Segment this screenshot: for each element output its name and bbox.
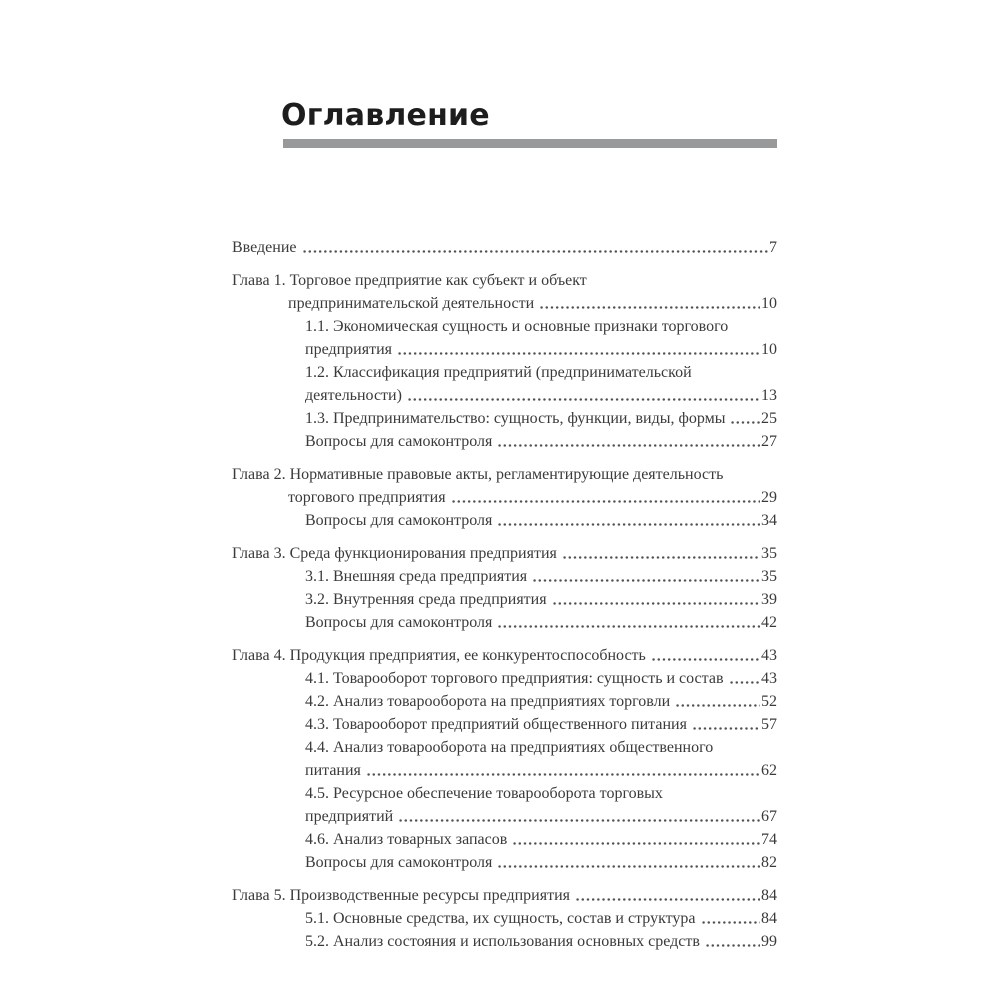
toc-leader-dots — [497, 611, 760, 634]
toc-entry — [232, 407, 777, 430]
toc-entry-line — [232, 713, 777, 736]
toc-page-number: 62 — [761, 762, 777, 779]
toc-entry-line — [232, 759, 777, 782]
toc-page-number: 82 — [761, 854, 777, 871]
toc-entry-line — [232, 338, 777, 361]
toc-page-number: 10 — [761, 341, 777, 358]
toc-entry — [232, 588, 777, 611]
toc-page-number: 34 — [761, 512, 777, 529]
toc-page-number: 13 — [761, 387, 777, 404]
toc-entry-text: предприятия — [305, 341, 392, 358]
toc-entry-line — [232, 667, 777, 690]
toc-page-number: 99 — [761, 933, 777, 950]
toc-entry-line — [232, 782, 777, 805]
toc-entry-text: 4.6. Анализ товарных запасов — [305, 831, 508, 848]
toc-entry-text: 4.1. Товарооборот торгового предприятия: сущность и состав — [305, 670, 724, 687]
toc-page-number: 67 — [761, 808, 777, 825]
title-divider-bar — [283, 139, 777, 148]
toc-page-number: 7 — [769, 239, 777, 256]
toc-entry-line — [232, 644, 777, 667]
toc-page-number: 25 — [761, 410, 777, 427]
toc-entry-text: 1.3. Предпринимательство: сущность, функции, виды, формы — [305, 410, 726, 427]
toc-entry-line — [232, 315, 777, 338]
toc-entry — [232, 736, 777, 782]
toc-leader-dots — [497, 509, 760, 532]
toc-leader-dots — [497, 430, 760, 453]
toc-entry-text: Вопросы для самоконтроля — [305, 614, 493, 631]
toc-entry-line — [232, 486, 777, 509]
toc-entry-text: 4.2. Анализ товарооборота на предприятиях торговли — [305, 693, 671, 710]
toc-entry-line — [232, 361, 777, 384]
toc-page-number: 10 — [761, 295, 777, 312]
toc-page-number: 27 — [761, 433, 777, 450]
toc-entry-text: питания — [305, 762, 361, 779]
toc-entry — [232, 713, 777, 736]
toc-entry-text: 1.2. Классификация предприятий (предпринимательской — [305, 364, 692, 381]
toc-page-number: 42 — [761, 614, 777, 631]
toc-entry — [232, 782, 777, 828]
page-title: Оглавление — [281, 98, 490, 133]
toc-leader-dots — [729, 667, 761, 690]
toc-entry-text: 3.2. Внутренняя среда предприятия — [305, 591, 547, 608]
toc-leader-dots — [692, 713, 760, 736]
toc-page-number: 74 — [761, 831, 777, 848]
toc-entry-line — [232, 690, 777, 713]
toc-leader-dots — [451, 486, 760, 509]
toc-list — [232, 236, 777, 953]
toc-leader-dots — [651, 644, 760, 667]
toc-entry-text: 4.3. Товарооборот предприятий общественного питания — [305, 716, 687, 733]
toc-leader-dots — [397, 338, 760, 361]
toc-entry — [232, 907, 777, 930]
toc-entry — [232, 542, 777, 565]
toc-entry-text: Вопросы для самоконтроля — [305, 854, 493, 871]
toc-leader-dots — [497, 851, 760, 874]
toc-entry — [232, 884, 777, 907]
toc-entry-line — [232, 907, 777, 930]
toc-page-number: 43 — [761, 647, 777, 664]
toc-entry-text: торгового предприятия — [288, 489, 446, 506]
toc-entry — [232, 851, 777, 874]
toc-page-number: 84 — [761, 887, 777, 904]
toc-entry — [232, 463, 777, 509]
toc-entry — [232, 644, 777, 667]
toc-entry-text: 5.2. Анализ состояния и использования основных средств — [305, 933, 700, 950]
toc-entry — [232, 236, 777, 259]
toc-entry-text: деятельности) — [305, 387, 402, 404]
toc-leader-dots — [539, 292, 760, 315]
toc-entry-line — [232, 884, 777, 907]
toc-page-number: 35 — [761, 568, 777, 585]
toc-entry-line — [232, 384, 777, 407]
toc-entry-text: Вопросы для самоконтроля — [305, 512, 493, 529]
toc-entry-line — [232, 611, 777, 634]
toc-entry-text: Глава 1. Торговое предприятие как субъект и объект — [232, 272, 587, 289]
toc-entry-text: Глава 2. Нормативные правовые акты, регламентирующие деятельность — [232, 466, 724, 483]
toc-leader-dots — [705, 930, 760, 953]
toc-entry-line — [232, 588, 777, 611]
toc-leader-dots — [575, 884, 760, 907]
toc-page-number: 43 — [761, 670, 777, 687]
toc-page-number: 29 — [761, 489, 777, 506]
toc-entry-text: предприятий — [305, 808, 394, 825]
toc-entry-line — [232, 828, 777, 851]
toc-entry-text: Глава 5. Производственные ресурсы предприятия — [232, 887, 571, 904]
toc-entry-line — [232, 430, 777, 453]
toc-entry-line — [232, 565, 777, 588]
toc-leader-dots — [730, 407, 760, 430]
toc-entry-text: 4.5. Ресурсное обеспечение товарооборота торговых — [305, 785, 663, 802]
toc-entry-line — [232, 851, 777, 874]
toc-leader-dots — [532, 565, 760, 588]
toc-page-number: 39 — [761, 591, 777, 608]
toc-entry-text: Глава 3. Среда функционирования предприятия — [232, 545, 557, 562]
toc-leader-dots — [366, 759, 760, 782]
toc-leader-dots — [302, 236, 769, 259]
toc-entry-line — [232, 542, 777, 565]
toc-entry — [232, 611, 777, 634]
toc-entry — [232, 509, 777, 532]
toc-entry — [232, 315, 777, 361]
toc-page-number: 84 — [761, 910, 777, 927]
toc-entry-line — [232, 509, 777, 532]
toc-leader-dots — [407, 384, 760, 407]
toc-entry — [232, 361, 777, 407]
toc-entry-line — [232, 736, 777, 759]
toc-leader-dots — [562, 542, 760, 565]
toc-entry-line — [232, 236, 777, 259]
toc-entry — [232, 269, 777, 315]
toc-leader-dots — [398, 805, 760, 828]
toc-page-number: 57 — [761, 716, 777, 733]
toc-leader-dots — [552, 588, 760, 611]
toc-entry-text: 5.1. Основные средства, их сущность, состав и структура — [305, 910, 696, 927]
toc-entry — [232, 930, 777, 953]
toc-entry-line — [232, 463, 777, 486]
toc-entry-line — [232, 407, 777, 430]
toc-entry-text: 3.1. Внешняя среда предприятия — [305, 568, 528, 585]
toc-entry — [232, 565, 777, 588]
toc-entry — [232, 430, 777, 453]
toc-entry-text: 4.4. Анализ товарооборота на предприятиях общественного — [305, 739, 714, 756]
toc-entry-line — [232, 930, 777, 953]
toc-entry — [232, 667, 777, 690]
toc-page-number: 52 — [761, 693, 777, 710]
toc-entry-line — [232, 292, 777, 315]
toc-entry-text: Вопросы для самоконтроля — [305, 433, 493, 450]
toc-leader-dots — [512, 828, 760, 851]
toc-entry-text: 1.1. Экономическая сущность и основные признаки торгового — [305, 318, 729, 335]
toc-entry-text: предпринимательской деятельности — [288, 295, 535, 312]
toc-page-number: 35 — [761, 545, 777, 562]
toc-entry-text: Глава 4. Продукция предприятия, ее конкурентоспособность — [232, 647, 646, 664]
toc-entry-text: Введение — [232, 239, 297, 256]
toc-entry-line — [232, 805, 777, 828]
toc-leader-dots — [675, 690, 760, 713]
toc-leader-dots — [701, 907, 760, 930]
toc-entry — [232, 690, 777, 713]
toc-entry — [232, 828, 777, 851]
toc-entry-line — [232, 269, 777, 292]
